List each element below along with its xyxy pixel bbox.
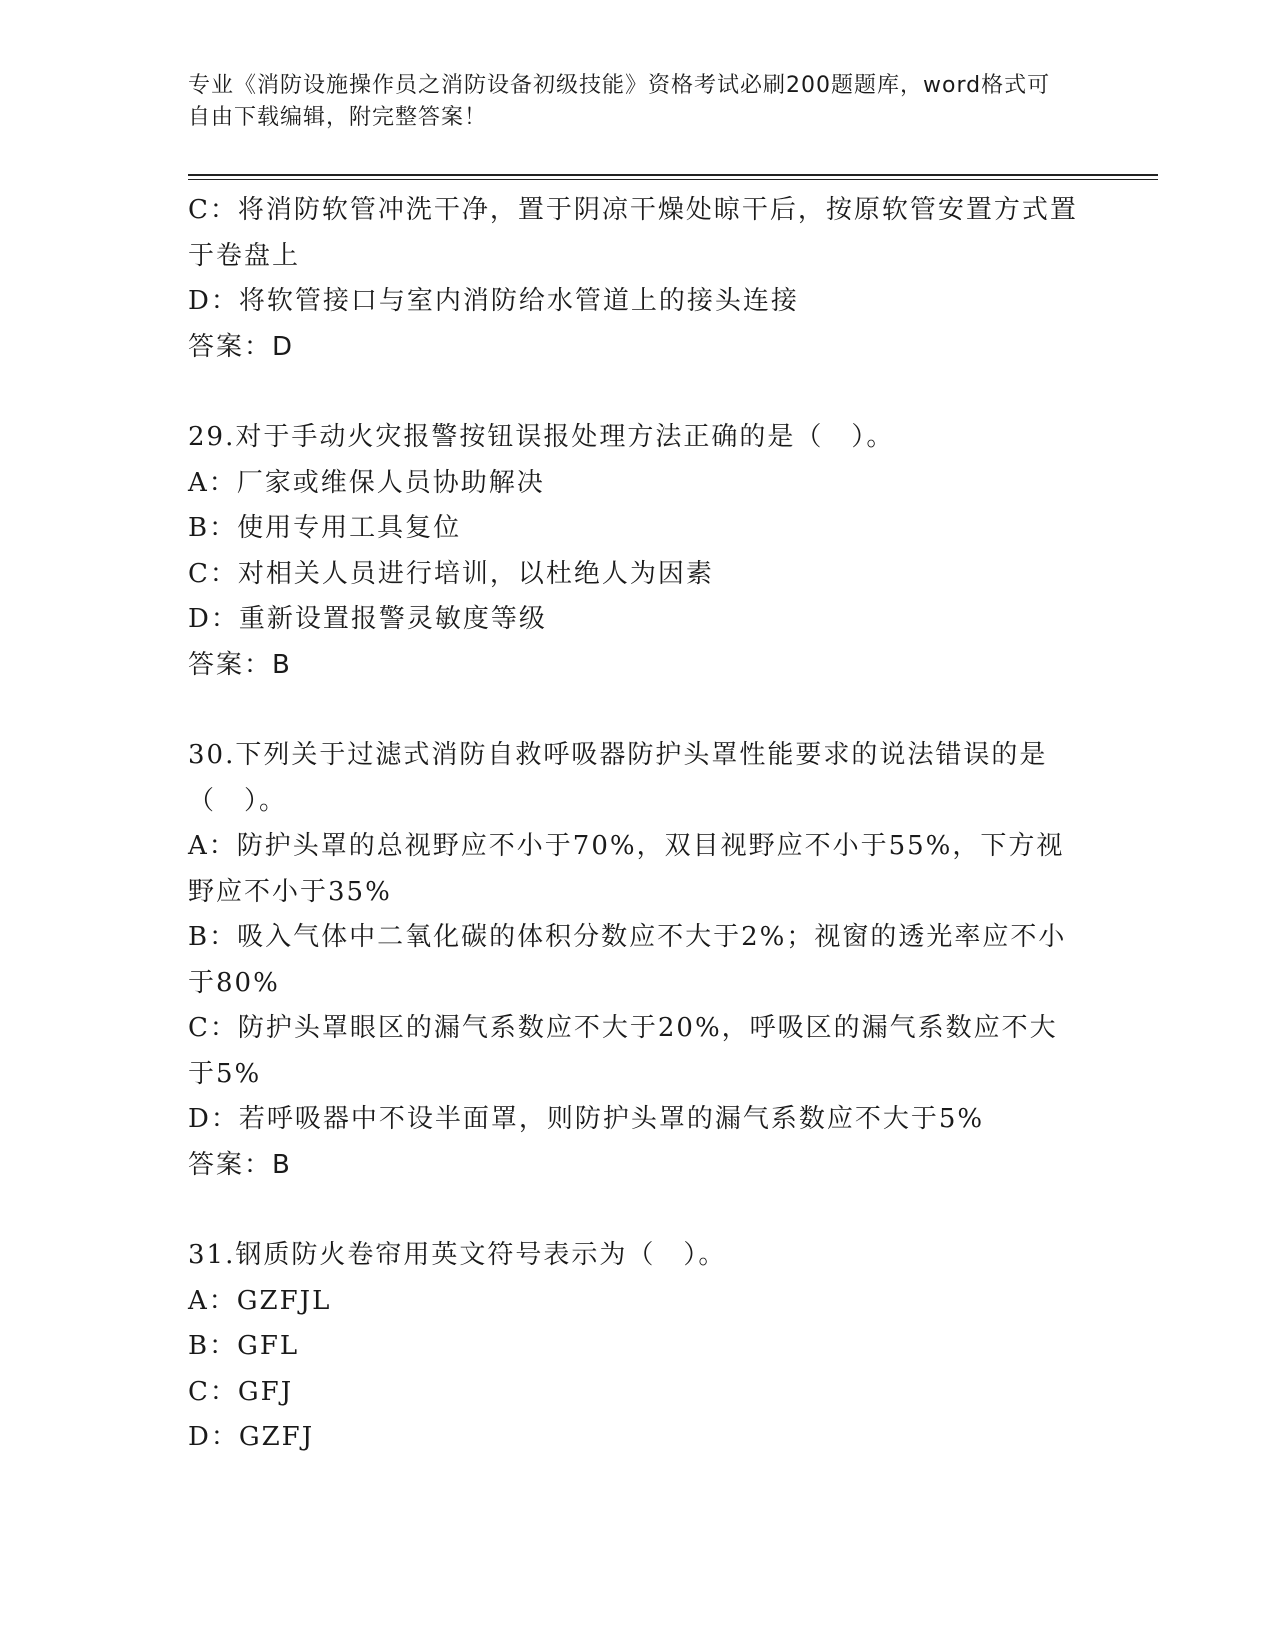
option-a: A：GZFJL [188,1285,332,1316]
header-divider [188,174,1158,180]
option-c: C：GFJ [188,1376,294,1407]
answer-line: 答案：B [188,649,292,680]
answer-line: 答案：D [188,331,295,362]
option-b: B：GFL [188,1331,300,1361]
question-list [188,188,1078,1461]
option-c: C：防护头罩眼区的漏气系数应不大于20%，呼吸区的漏气系数应不大于5% [188,1013,1058,1089]
option-a: A：厂家或维保人员协助解决 [188,467,545,498]
option-d: D：若呼吸器中不设半面罩，则防护头罩的漏气系数应不大于5% [188,1104,985,1134]
option-d: D：将软管接口与室内消防给水管道上的接头连接 [188,286,799,316]
document-page [188,70,1158,1461]
option-b: B：使用专用工具复位 [188,513,462,543]
document-header: 专业《消防设施操作员之消防设备初级技能》资格考试必刷200题题库，word格式可自由下载编辑，附完整答案！ [188,73,1051,130]
question-stem: 31.钢质防火卷帘用英文符号表示为（ ）。 [188,1240,727,1270]
option-d: D：GZFJ [188,1422,315,1452]
answer-line: 答案：B [188,1149,292,1180]
option-b: B：吸入气体中二氧化碳的体积分数应不大于2%；视窗的透光率应不小于80% [188,922,1067,998]
question-stem: 29.对于手动火灾报警按钮误报处理方法正确的是（ ）。 [188,422,895,452]
option-c: C：对相关人员进行培训，以杜绝人为因素 [188,558,714,589]
question-stem: 30.下列关于过滤式消防自救呼吸器防护头罩性能要求的说法错误的是（ ）。 [188,740,1048,816]
option-d: D：重新设置报警灵敏度等级 [188,604,547,634]
option-c: C：将消防软管冲洗干净，置于阴凉干燥处晾干后，按原软管安置方式置于卷盘上 [188,195,1078,271]
option-a: A：防护头罩的总视野应不小于70%，双目视野应不小于55%，下方视野应不小于35% [188,831,1065,907]
